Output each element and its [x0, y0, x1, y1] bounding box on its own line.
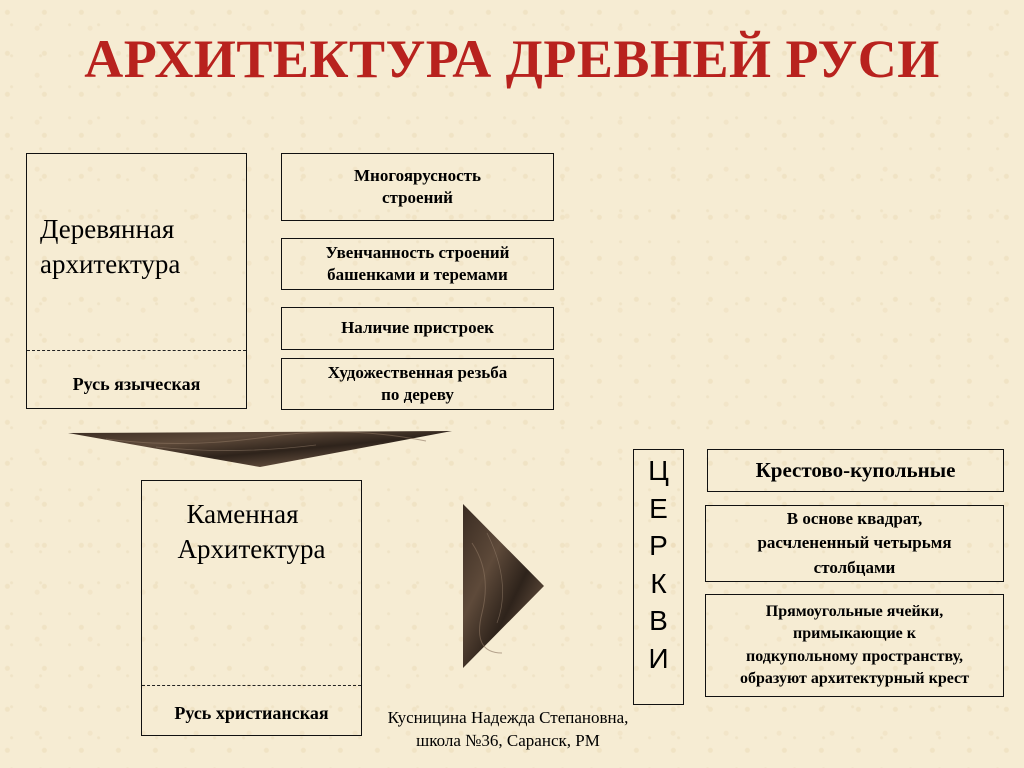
- church-letter-2: Е: [649, 492, 668, 524]
- wooden-label-line2: архитектура: [40, 249, 181, 280]
- church-letter-6: И: [648, 642, 669, 674]
- square-desc-line2: расчлененный четырьмя: [757, 533, 952, 553]
- wooden-architecture-box: [26, 153, 247, 409]
- wooden-label-line1: Деревянная: [40, 214, 175, 244]
- church-letter-3: Р: [649, 530, 668, 562]
- wooden-era-label: Русь языческая: [72, 374, 201, 394]
- slide-title: АРХИТЕКТУРА ДРЕВНЕЙ РУСИ: [84, 29, 940, 89]
- stone-architecture-box: [141, 480, 362, 736]
- feature-towers: [281, 238, 554, 290]
- stone-label-line1: Каменная: [186, 499, 299, 529]
- cells-desc-line4: образуют архитектурный крест: [739, 669, 969, 687]
- feature-4-line2: по дереву: [381, 385, 454, 404]
- author-credit-line2: школа №36, Саранск, РМ: [416, 731, 600, 751]
- feature-2-line2: башенками и теремами: [327, 265, 508, 284]
- cells-desc-line3: подкупольному пространству,: [746, 647, 963, 665]
- author-credit-line1: Кусницина Надежда Степановна,: [387, 708, 629, 727]
- wooden-architecture-label: [40, 212, 180, 282]
- cross-dome-title: Крестово-купольные: [755, 458, 956, 482]
- cross-dome-title-box: [707, 449, 1004, 492]
- right-arrow-icon: [462, 503, 546, 669]
- feature-carving: [281, 358, 554, 410]
- cross-dome-cells-box: [705, 594, 1004, 697]
- stone-label-line2: Архитектура: [177, 534, 326, 565]
- church-letter-4: К: [650, 567, 667, 599]
- feature-1-line2: строений: [381, 188, 453, 207]
- cells-desc-line1: Прямоугольные ячейки,: [765, 602, 944, 620]
- feature-2-line1: Увенчанность строений: [325, 242, 510, 262]
- feature-annexes: [281, 307, 554, 350]
- church-letter-5: В: [649, 605, 668, 637]
- feature-multi-tier: [281, 153, 554, 221]
- down-arrow-icon: [66, 429, 456, 469]
- stone-architecture-label: [142, 497, 361, 567]
- author-credit: [360, 706, 656, 753]
- church-letter-1: Ц: [648, 455, 669, 486]
- stone-era-label: Русь христианская: [174, 703, 329, 723]
- cells-desc-line2: примыкающие к: [793, 625, 916, 643]
- churches-box: [633, 449, 684, 705]
- feature-3-line1: Наличие пристроек: [341, 318, 494, 338]
- square-desc-line1: В основе квадрат,: [786, 509, 923, 529]
- square-desc-line3: столбцами: [813, 557, 896, 577]
- cross-dome-square-box: [705, 505, 1004, 582]
- feature-1-line1: Многоярусность: [354, 165, 481, 185]
- wooden-separator: [27, 350, 246, 351]
- stone-separator: [142, 685, 361, 686]
- feature-4-line1: Художественная резьба: [327, 362, 508, 382]
